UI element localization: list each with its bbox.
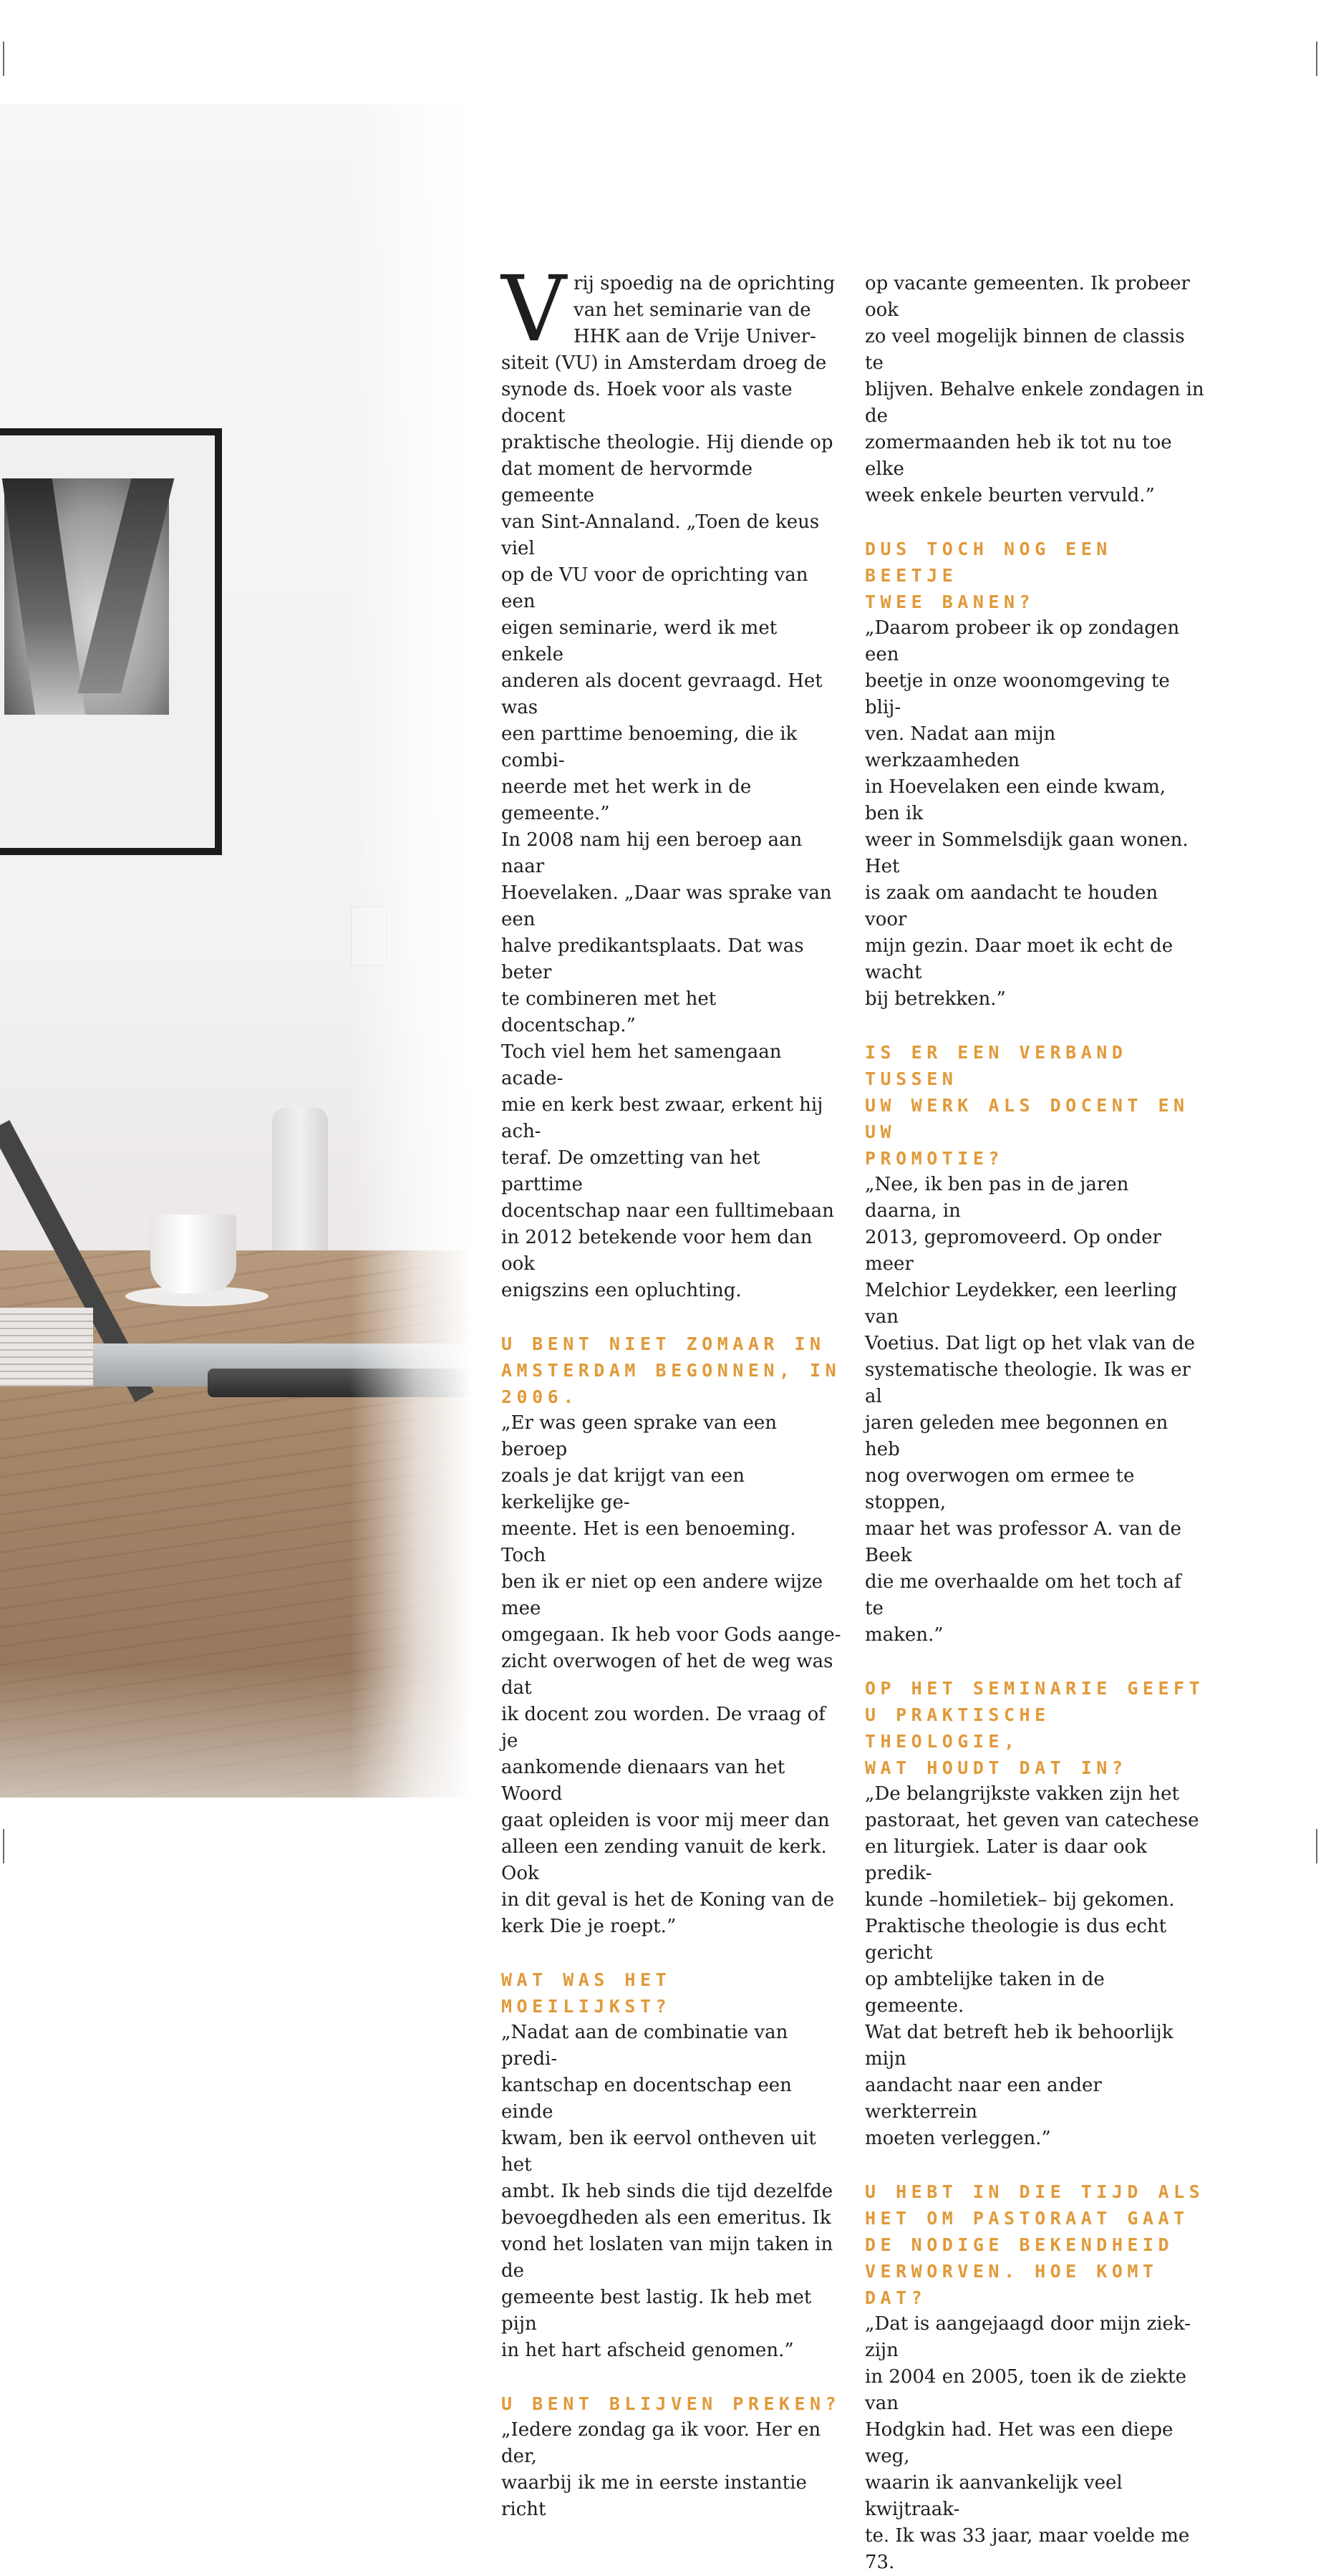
question-line: AMSTERDAM BEGONNEN, IN xyxy=(501,1360,841,1381)
text-line: maar het was professor A. van de Beek xyxy=(865,1518,1181,1566)
question-heading xyxy=(501,1331,841,1410)
question-heading xyxy=(865,536,1205,615)
text-line: die me overhaalde om het toch af te xyxy=(865,1571,1181,1619)
text-line: ik docent zou worden. De vraag of je xyxy=(501,1704,826,1752)
text-line: rij spoedig na de oprichting xyxy=(574,273,836,294)
text-line: van het seminarie van de xyxy=(574,299,811,321)
text-line: In 2008 nam hij een beroep aan naar xyxy=(501,829,803,877)
text-line: eigen seminarie, werd ik met enkele xyxy=(501,617,778,665)
text-line: Praktische theologie is dus echt gericht xyxy=(865,1916,1167,1964)
answer-paragraph xyxy=(865,2311,1205,2576)
text-line: bevoegdheden als een emeritus. Ik xyxy=(501,2207,831,2229)
question-line: WAT WAS HET MOEILIJKST? xyxy=(501,1969,672,2017)
text-line: te. Ik was 33 jaar, maar voelde me 73. xyxy=(865,2525,1190,2573)
text-line: mie en kerk best zwaar, erkent hij ach- xyxy=(501,1094,823,1142)
question-line: HET OM PASTORAAT GAAT xyxy=(865,2208,1189,2229)
text-line: waarbij ik me in eerste instantie richt xyxy=(501,2472,807,2520)
text-line: anderen als docent gevraagd. Het was xyxy=(501,670,823,718)
answer-paragraph xyxy=(865,271,1205,509)
text-line: zoals je dat krijgt van een kerkelijke ge- xyxy=(501,1465,745,1513)
text-line: zomermaanden heb ik tot nu toe elke xyxy=(865,432,1172,480)
question-line: U BENT NIET ZOMAAR IN xyxy=(501,1333,826,1354)
text-line: een parttime benoeming, die ik combi- xyxy=(501,723,798,771)
text-line: Hoevelaken. „Daar was sprake van een xyxy=(501,882,832,930)
question-line: U PRAKTISCHE THEOLOGIE, xyxy=(865,1704,1050,1752)
text-line: alleen een zending vanuit de kerk. Ook xyxy=(501,1836,827,1884)
text-line: zo veel mogelijk binnen de classis te xyxy=(865,326,1185,374)
question-heading xyxy=(865,1039,1205,1172)
question-line: U BENT BLIJVEN PREKEN? xyxy=(501,2393,841,2414)
question-line: DUS TOCH NOG EEN BEETJE xyxy=(865,539,1112,586)
text-line: meente. Het is een benoeming. Toch xyxy=(501,1518,796,1566)
question-line: UW WERK ALS DOCENT EN UW xyxy=(865,1095,1189,1142)
text-line: aandacht naar een ander werkterrein xyxy=(865,2075,1102,2123)
text-line: mijn gezin. Daar moet ik echt de wacht xyxy=(865,935,1174,983)
text-line: gemeente best lastig. Ik heb met pijn xyxy=(501,2287,812,2335)
text-line: in Hoevelaken een einde kwam, ben ik xyxy=(865,776,1166,824)
text-line: maken.” xyxy=(865,1624,944,1646)
text-line: „Iedere zondag ga ik voor. Her en der, xyxy=(501,2419,821,2467)
answer-paragraph xyxy=(501,1410,841,1940)
text-line: nog overwogen om ermee te stoppen, xyxy=(865,1465,1135,1513)
text-line: beetje in onze woonomgeving te blij- xyxy=(865,670,1170,718)
question-line: VERWORVEN. HOE KOMT DAT? xyxy=(865,2261,1158,2308)
text-line: Voetius. Dat ligt op het vlak van de xyxy=(865,1333,1196,1354)
text-line: is zaak om aandacht te houden voor xyxy=(865,882,1158,930)
article-column-left xyxy=(501,256,841,2523)
photo-fade xyxy=(0,105,473,1798)
answer-paragraph xyxy=(865,1172,1205,1649)
text-line: ven. Nadat aan mijn werkzaamheden xyxy=(865,723,1056,771)
text-line: jaren geleden mee begonnen en heb xyxy=(865,1412,1168,1460)
text-line: en liturgiek. Later is daar ook predik- xyxy=(865,1836,1147,1884)
text-line: neerde met het werk in de gemeente.” xyxy=(501,776,752,824)
question-line: IS ER EEN VERBAND TUSSEN xyxy=(865,1042,1128,1089)
text-line: kantschap en docentschap een einde xyxy=(501,2075,792,2123)
photo-fade-bottom xyxy=(0,1666,473,1798)
text-line: HHK aan de Vrije Univer- xyxy=(574,326,816,347)
text-line: ambt. Ik heb sinds die tijd dezelfde xyxy=(501,2181,833,2202)
question-line: WAT HOUDT DAT IN? xyxy=(865,1757,1128,1778)
text-line: pastoraat, het geven van catechese xyxy=(865,1810,1199,1831)
text-line: „Dat is aangejaagd door mijn ziek-zijn xyxy=(865,2313,1191,2361)
text-line: „Er was geen sprake van een beroep xyxy=(501,1412,777,1460)
text-line: week enkele beurten vervuld.” xyxy=(865,485,1155,506)
article-column-right xyxy=(865,271,1205,2576)
question-line: PROMOTIE? xyxy=(865,1148,1004,1169)
text-line: docentschap naar een fulltimebaan xyxy=(501,1200,834,1222)
answer-paragraph xyxy=(501,2417,841,2523)
text-line: in het hart afscheid genomen.” xyxy=(501,2340,794,2361)
text-line: dat moment de hervormde gemeente xyxy=(501,458,753,506)
text-line: synode ds. Hoek voor als vaste docent xyxy=(501,379,793,427)
desk-interior-photo xyxy=(0,105,473,1798)
text-line: teraf. De omzetting van het parttime xyxy=(501,1147,760,1195)
question-line: 2006. xyxy=(501,1386,579,1407)
text-line: „Daarom probeer ik op zondagen een xyxy=(865,617,1180,665)
crop-mark-bottom-left xyxy=(3,1829,4,1863)
text-line: Melchior Leydekker, een leerling van xyxy=(865,1280,1177,1328)
text-line: weer in Sommelsdijk gaan wonen. Het xyxy=(865,829,1189,877)
text-line: in dit geval is het de Koning van de xyxy=(501,1889,835,1911)
text-line: kunde –homiletiek– bij gekomen. xyxy=(865,1889,1175,1911)
text-line: moeten verleggen.” xyxy=(865,2128,1051,2149)
text-line: Wat dat betreft heb ik behoorlijk mijn xyxy=(865,2022,1174,2070)
crop-mark-top-left xyxy=(3,42,4,76)
text-line: omgegaan. Ik heb voor Gods aange- xyxy=(501,1624,841,1646)
text-line: kerk Die je roept.” xyxy=(501,1916,677,1937)
question-heading xyxy=(501,2391,841,2417)
answer-paragraph xyxy=(501,2020,841,2364)
text-line: van Sint-Annaland. „Toen de keus viel xyxy=(501,511,820,559)
text-line: 2013, gepromoveerd. Op onder meer xyxy=(865,1227,1161,1275)
text-line: vond het loslaten van mijn taken in de xyxy=(501,2234,833,2282)
text-line: praktische theologie. Hij diende op xyxy=(501,432,833,453)
question-heading xyxy=(865,1675,1205,1781)
text-line: in 2004 en 2005, toen ik de ziekte van xyxy=(865,2366,1186,2414)
text-line: zicht overwogen of het de weg was dat xyxy=(501,1651,833,1699)
text-line: ben ik er niet op een andere wijze mee xyxy=(501,1571,823,1619)
answer-paragraph xyxy=(865,1781,1205,2152)
text-line: Hodgkin had. Het was een diepe weg, xyxy=(865,2419,1174,2467)
crop-mark-top-right xyxy=(1316,42,1317,76)
text-line: op de VU voor de oprichting van een xyxy=(501,564,808,612)
drop-cap: V xyxy=(501,256,566,362)
question-line: TWEE BANEN? xyxy=(865,592,1035,612)
text-line: siteit (VU) in Amsterdam droeg de xyxy=(501,352,827,374)
intro-lines xyxy=(501,256,841,1304)
text-line: aankomende dienaars van het Woord xyxy=(501,1757,785,1805)
text-line: enigszins een opluchting. xyxy=(501,1280,742,1301)
text-line: waarin ik aanvankelijk veel kwijtraak- xyxy=(865,2472,1123,2520)
text-line: kwam, ben ik eervol ontheven uit het xyxy=(501,2128,816,2176)
text-line: in 2012 betekende voor hem dan ook xyxy=(501,1227,813,1275)
text-line: halve predikantsplaats. Dat was beter xyxy=(501,935,804,983)
text-line: te combineren met het docentschap.” xyxy=(501,988,717,1036)
text-line: op ambtelijke taken in de gemeente. xyxy=(865,1969,1105,2017)
question-line: U HEBT IN DIE TIJD ALS xyxy=(865,2181,1205,2202)
text-line: Toch viel hem het samengaan acade- xyxy=(501,1041,782,1089)
text-line: gaat opleiden is voor mij meer dan xyxy=(501,1810,830,1831)
question-heading xyxy=(865,2179,1205,2311)
text-line: „Nadat aan de combinatie van predi- xyxy=(501,2022,788,2070)
question-heading xyxy=(501,1967,841,2020)
answer-paragraph xyxy=(865,615,1205,1013)
crop-mark-bottom-right xyxy=(1316,1829,1317,1863)
question-line: DE NODIGE BEKENDHEID xyxy=(865,2234,1174,2255)
intro-paragraph xyxy=(501,256,841,1304)
text-line: bij betrekken.” xyxy=(865,988,1006,1010)
text-line: „De belangrijkste vakken zijn het xyxy=(865,1783,1179,1805)
text-line: „Nee, ik ben pas in de jaren daarna, in xyxy=(865,1174,1129,1222)
text-line: op vacante gemeenten. Ik probeer ook xyxy=(865,273,1190,321)
question-line: OP HET SEMINARIE GEEFT xyxy=(865,1678,1205,1699)
text-line: systematische theologie. Ik was er al xyxy=(865,1359,1191,1407)
text-line: blijven. Behalve enkele zondagen in de xyxy=(865,379,1204,427)
